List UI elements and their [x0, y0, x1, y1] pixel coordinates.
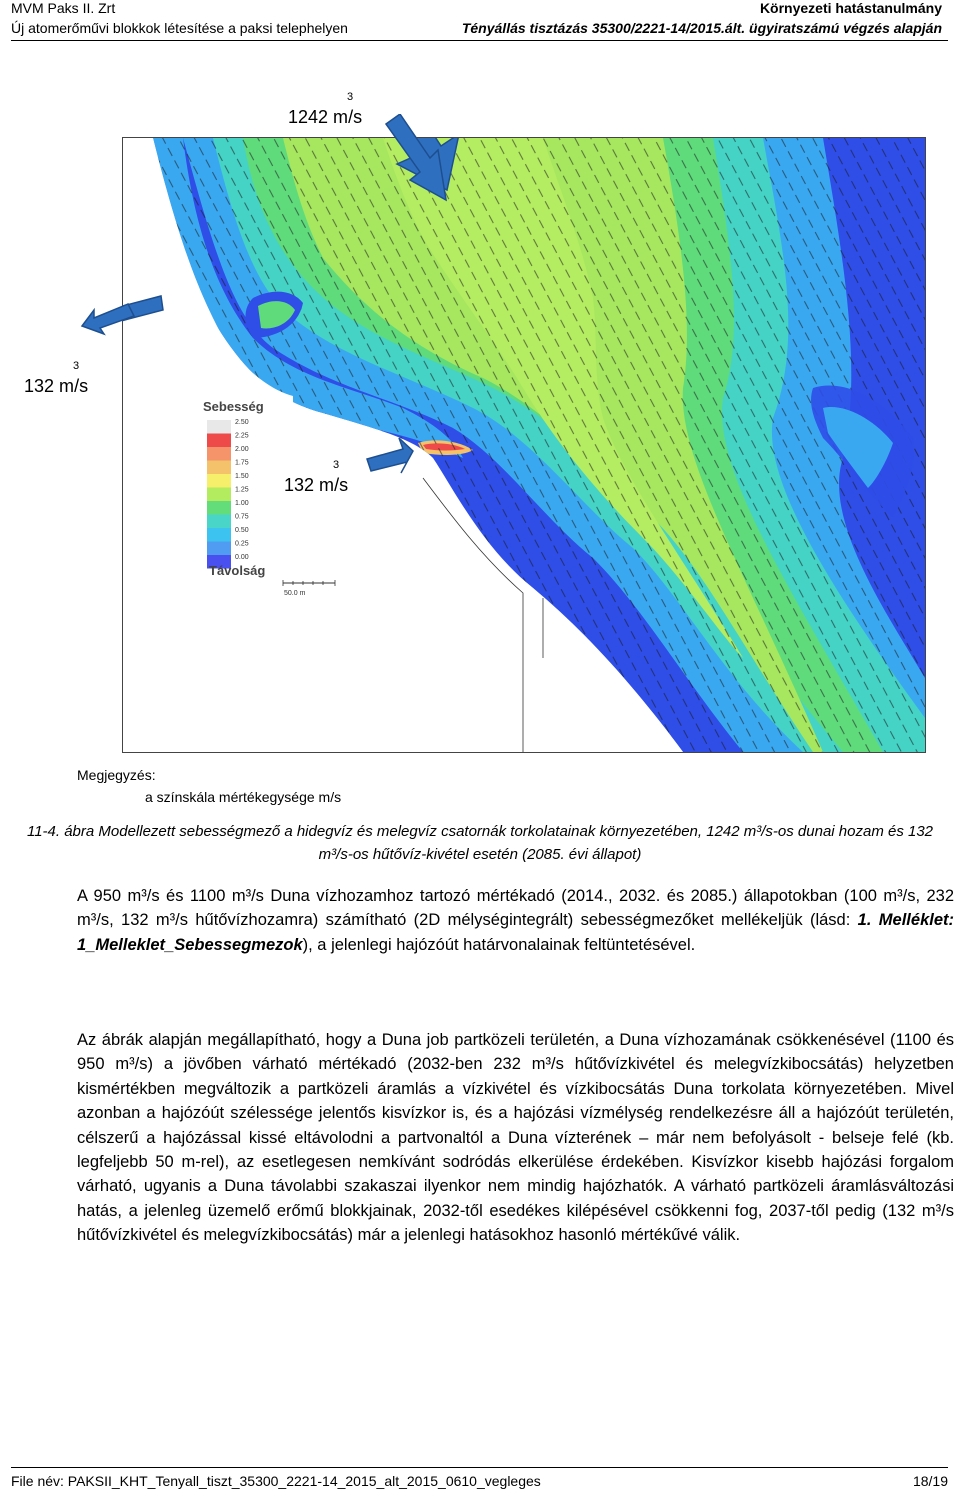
velocity-map	[122, 137, 926, 753]
legend-value: 1.75	[235, 459, 249, 467]
paragraph-1: A 950 m³/s és 1100 m³/s Duna vízhozamhoz tartozó mértékadó (2014., 2032. és 2085.) állapotokban (100 m³/s, 232 m³/s, 132 m³/s hűtővízhozamra) számítható (2D mélységintegrált) sebességmezőket mellékeljük (lásd: 1. Melléklet: 1_Melleklet_Sebessegmezok), a jelenlegi hajózóút határvonalainak feltüntetésével.	[77, 887, 954, 954]
note-text: a színskála mértékegysége m/s	[145, 789, 342, 805]
legend-swatch	[207, 542, 231, 556]
scale-label: 50.0 m	[284, 590, 306, 597]
footer-filename: File név: PAKSII_KHT_Tenyall_tiszt_35300_2221-14_2015_alt_2015_0610_vegleges	[11, 1473, 541, 1489]
header-divider	[11, 40, 948, 41]
legend-swatch	[207, 434, 231, 448]
legend-value: 2.00	[235, 446, 249, 453]
legend-value: 1.00	[235, 500, 249, 507]
legend-value: 0.25	[235, 540, 249, 548]
footer-divider	[11, 1467, 948, 1468]
legend-swatch	[207, 501, 231, 515]
legend-title: Sebesség	[203, 399, 264, 414]
flow-label-top: 1242 $m^3/s$	[288, 91, 363, 127]
annex-reference: 1. Melléklet: 1_Melleklet_Sebessegmezok	[77, 911, 954, 954]
note-title: Megjegyzés:	[77, 767, 156, 783]
figure-caption: 11-4. ábra Modellezett sebességmező a hidegvíz és melegvíz csatornák torkolatainak környezetében, 1242 m³/s-os dunai hozam és 132 m³/s-os hűtővíz-kivétel esetén (2085. évi állapot)	[26, 823, 934, 863]
outflow-arrow-left-outer	[80, 296, 140, 336]
legend-swatch	[207, 461, 231, 475]
velocity-field-svg	[123, 138, 925, 752]
legend-swatch	[207, 528, 231, 542]
legend-swatch	[207, 447, 231, 461]
header-company: MVM Paks II. Zrt	[11, 0, 116, 16]
legend-value: 1.50	[235, 473, 249, 480]
legend-value: 2.50	[235, 419, 249, 426]
inflow-arrow-outer	[380, 114, 450, 204]
legend-swatch	[207, 420, 231, 434]
legend-value: 0.75	[235, 513, 249, 521]
legend-value: 1.25	[235, 486, 249, 494]
flow-label-mid: 132 $m^3/s$	[284, 459, 349, 495]
legend-swatch	[207, 488, 231, 502]
header-project: Új atomerőművi blokkok létesítése a paksi telephelyen	[11, 20, 348, 36]
paragraph-2: Az ábrák alapján megállapítható, hogy a Duna job partközeli területén, a Duna vízhozamának csökkenésével (1100 és 950 m³/s) a jövőben várható mértékadó (2032-ben 232 m³/s hűtővízkivétel és melegvízkibocsátás) helyzetben kismértékben megváltozik a partközeli áramlás a vízkivétel és vízkibocsátás Duna torkolata környezetében. Mivel azonban a hajózóút szélessége jelentős kisvízkor is, és a hajózási vízmélység rendelkezésre áll a hajózóút területén, célszerű a hajózással kissé eltávolodni a partvonaltól a Duna vízterének – már nem befolyásolt - belseje felé (kb. legfeljebb 50 m-rel), az esetlegesen nemkívánt sodródás elkerülése érdekében. Kisvízkor kisebb hajózási forgalom várható, ugyanis a Duna távolabbi szakaszai ilyenkor nem mindig hajózhatók. A várható partközeli áramlásváltozási hatás, a jelenleg üzemelő erőmű blokkjainak, 2032-től esedékes kilépésével csökkenni fog, 2037-től pedig (132 m³/s hűtővízkivétel és melegvízkibocsátás) már a jelenlegi hatásokhoz hasonló mértékűvé válik.	[77, 1031, 954, 1245]
legend-value: 0.00	[235, 554, 249, 561]
legend-swatch	[207, 474, 231, 488]
distance-title: Távolság	[209, 563, 266, 578]
legend-value: 0.50	[235, 527, 249, 534]
footer-page-number: 18/19	[912, 1473, 948, 1489]
legend-swatch	[207, 515, 231, 529]
flow-label-left: 132 $m^3/s$	[24, 360, 89, 396]
legend-value: 2.25	[235, 432, 249, 440]
header-doc-type: Környezeti hatástanulmány	[759, 0, 942, 16]
header-doc-ref: Tényállás tisztázás 35300/2221-14/2015.ált. ügyiratszámú végzés alapján	[461, 20, 942, 36]
